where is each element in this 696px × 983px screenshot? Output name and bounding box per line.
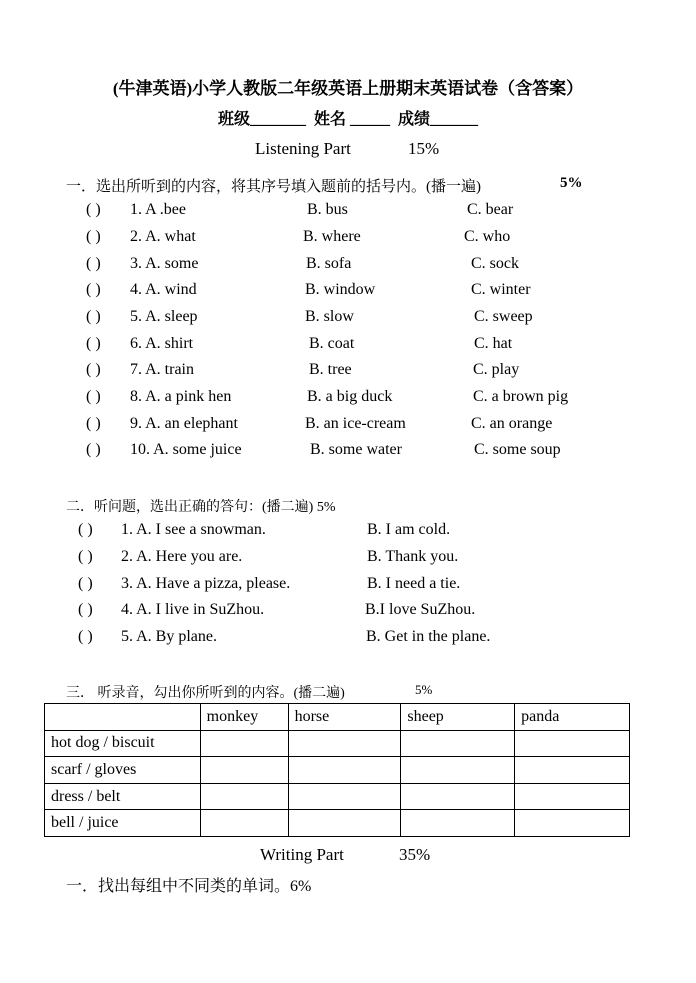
table-header-cell: monkey — [200, 704, 288, 731]
s1-option-a-4: 4. A. wind — [130, 281, 197, 298]
s1-paren-8[interactable]: ( ) — [86, 388, 101, 405]
s2-option-a-4: 4. A. I live in SuZhou. — [121, 601, 265, 618]
section1-heading: 一．选出所听到的内容，将其序号填入题前的括号内。(播一遍) — [66, 179, 481, 195]
s2-paren-3[interactable]: ( ) — [78, 575, 93, 592]
check-cell[interactable] — [288, 757, 401, 784]
check-cell[interactable] — [401, 730, 515, 757]
s1-option-a-5: 5. A. sleep — [130, 308, 198, 325]
class-blank: _______ — [249, 111, 306, 128]
s1-option-b-2: B. where — [303, 228, 361, 245]
table-row — [45, 757, 630, 784]
s1-option-c-9: C. an orange — [471, 415, 553, 432]
s1-option-b-8: B. a big duck — [307, 388, 393, 405]
check-cell[interactable] — [200, 783, 288, 810]
check-cell[interactable] — [401, 783, 515, 810]
table-header-cell: panda — [515, 704, 630, 731]
writing-part-label: Writing Part — [260, 845, 344, 864]
s1-option-c-8: C. a brown pig — [473, 388, 569, 405]
s1-option-a-3: 3. A. some — [130, 255, 199, 272]
s1-option-a-6: 6. A. shirt — [130, 335, 194, 352]
s1-option-b-1: B. bus — [307, 201, 348, 218]
writing-part-percent: 35% — [399, 845, 431, 864]
check-cell[interactable] — [200, 757, 288, 784]
check-cell[interactable] — [515, 783, 630, 810]
s2-option-a-3: 3. A. Have a pizza, please. — [121, 575, 291, 592]
s1-option-a-7: 7. A. train — [130, 361, 194, 378]
s1-option-a-1: 1. A .bee — [130, 201, 186, 218]
check-cell[interactable] — [515, 730, 630, 757]
s1-option-b-7: B. tree — [309, 361, 352, 378]
s2-option-b-5: B. Get in the plane. — [366, 628, 491, 645]
table-row — [45, 730, 630, 757]
s2-option-a-1: 1. A. I see a snowman. — [121, 521, 266, 538]
listening-part-percent: 15% — [408, 139, 440, 158]
s2-paren-4[interactable]: ( ) — [78, 601, 93, 618]
section3-percent: 5% — [415, 682, 433, 697]
s1-option-c-2: C. who — [464, 228, 511, 245]
s2-paren-1[interactable]: ( ) — [78, 521, 93, 538]
row-label: dress / belt — [45, 783, 201, 810]
s1-option-b-6: B. coat — [309, 335, 355, 352]
table-header-cell: horse — [288, 704, 401, 731]
s1-option-a-8: 8. A. a pink hen — [130, 388, 232, 405]
check-cell[interactable] — [515, 810, 630, 837]
s1-paren-7[interactable]: ( ) — [86, 361, 101, 378]
s1-option-c-3: C. sock — [471, 255, 519, 272]
s1-option-c-1: C. bear — [467, 201, 514, 218]
s1-option-b-9: B. an ice-cream — [305, 415, 406, 432]
check-cell[interactable] — [288, 810, 401, 837]
table-header-row — [45, 704, 630, 731]
table-header-cell: sheep — [401, 704, 515, 731]
check-cell[interactable] — [200, 810, 288, 837]
s2-option-a-2: 2. A. Here you are. — [121, 548, 243, 565]
s2-option-b-1: B. I am cold. — [367, 521, 451, 538]
table-row — [45, 810, 630, 837]
listening-check-table — [44, 703, 630, 837]
s2-paren-5[interactable]: ( ) — [78, 628, 93, 645]
table-header-cell — [45, 704, 201, 731]
row-label: scarf / gloves — [45, 757, 201, 784]
section3-heading: 三． 听录音，勾出你所听到的内容。(播二遍) — [66, 686, 345, 701]
s1-option-c-4: C. winter — [471, 281, 531, 298]
s2-option-b-4: B.I love SuZhou. — [365, 601, 476, 618]
score-label: 成绩 — [398, 111, 431, 128]
writing-section1-heading: 一．找出每组中不同类的单词。6% — [66, 878, 312, 895]
table-row — [45, 783, 630, 810]
page-title: (牛津英语)小学人教版二年级英语上册期末英语试卷（含答案） — [112, 79, 584, 98]
s1-option-b-5: B. slow — [305, 308, 354, 325]
s2-option-a-5: 5. A. By plane. — [121, 628, 217, 645]
s1-paren-4[interactable]: ( ) — [86, 281, 101, 298]
row-label: bell / juice — [45, 810, 201, 837]
name-blank: _____ — [350, 111, 390, 128]
check-cell[interactable] — [288, 783, 401, 810]
s1-paren-3[interactable]: ( ) — [86, 255, 101, 272]
row-label: hot dog / biscuit — [45, 730, 201, 757]
s1-paren-10[interactable]: ( ) — [86, 441, 101, 458]
s1-paren-9[interactable]: ( ) — [86, 415, 101, 432]
check-cell[interactable] — [515, 757, 630, 784]
section2-heading: 二．听问题，选出正确的答句：(播二遍) 5% — [66, 500, 336, 515]
student-info-line — [0, 106, 696, 129]
s1-option-c-6: C. hat — [474, 335, 513, 352]
s1-paren-6[interactable]: ( ) — [86, 335, 101, 352]
s2-option-b-3: B. I need a tie. — [367, 575, 461, 592]
s1-option-a-2: 2. A. what — [130, 228, 196, 245]
name-label: 姓名 — [313, 111, 346, 128]
s1-option-b-4: B. window — [305, 281, 376, 298]
s1-option-c-10: C. some soup — [474, 441, 561, 458]
s1-option-a-10: 10. A. some juice — [130, 441, 242, 458]
check-cell[interactable] — [200, 730, 288, 757]
s1-paren-5[interactable]: ( ) — [86, 308, 101, 325]
check-cell[interactable] — [401, 757, 515, 784]
s1-paren-1[interactable]: ( ) — [86, 201, 101, 218]
s1-option-a-9: 9. A. an elephant — [130, 415, 238, 432]
check-cell[interactable] — [288, 730, 401, 757]
s2-paren-2[interactable]: ( ) — [78, 548, 93, 565]
check-cell[interactable] — [401, 810, 515, 837]
s1-option-b-3: B. sofa — [306, 255, 352, 272]
s1-option-c-7: C. play — [473, 361, 520, 378]
s1-paren-2[interactable]: ( ) — [86, 228, 101, 245]
class-label: 班级 — [217, 111, 250, 128]
score-blank: ______ — [430, 111, 479, 128]
listening-part-label: Listening Part — [255, 139, 351, 158]
section1-percent: 5% — [560, 175, 583, 191]
s1-option-c-5: C. sweep — [474, 308, 533, 325]
s2-option-b-2: B. Thank you. — [367, 548, 459, 565]
s1-option-b-10: B. some water — [310, 441, 402, 458]
